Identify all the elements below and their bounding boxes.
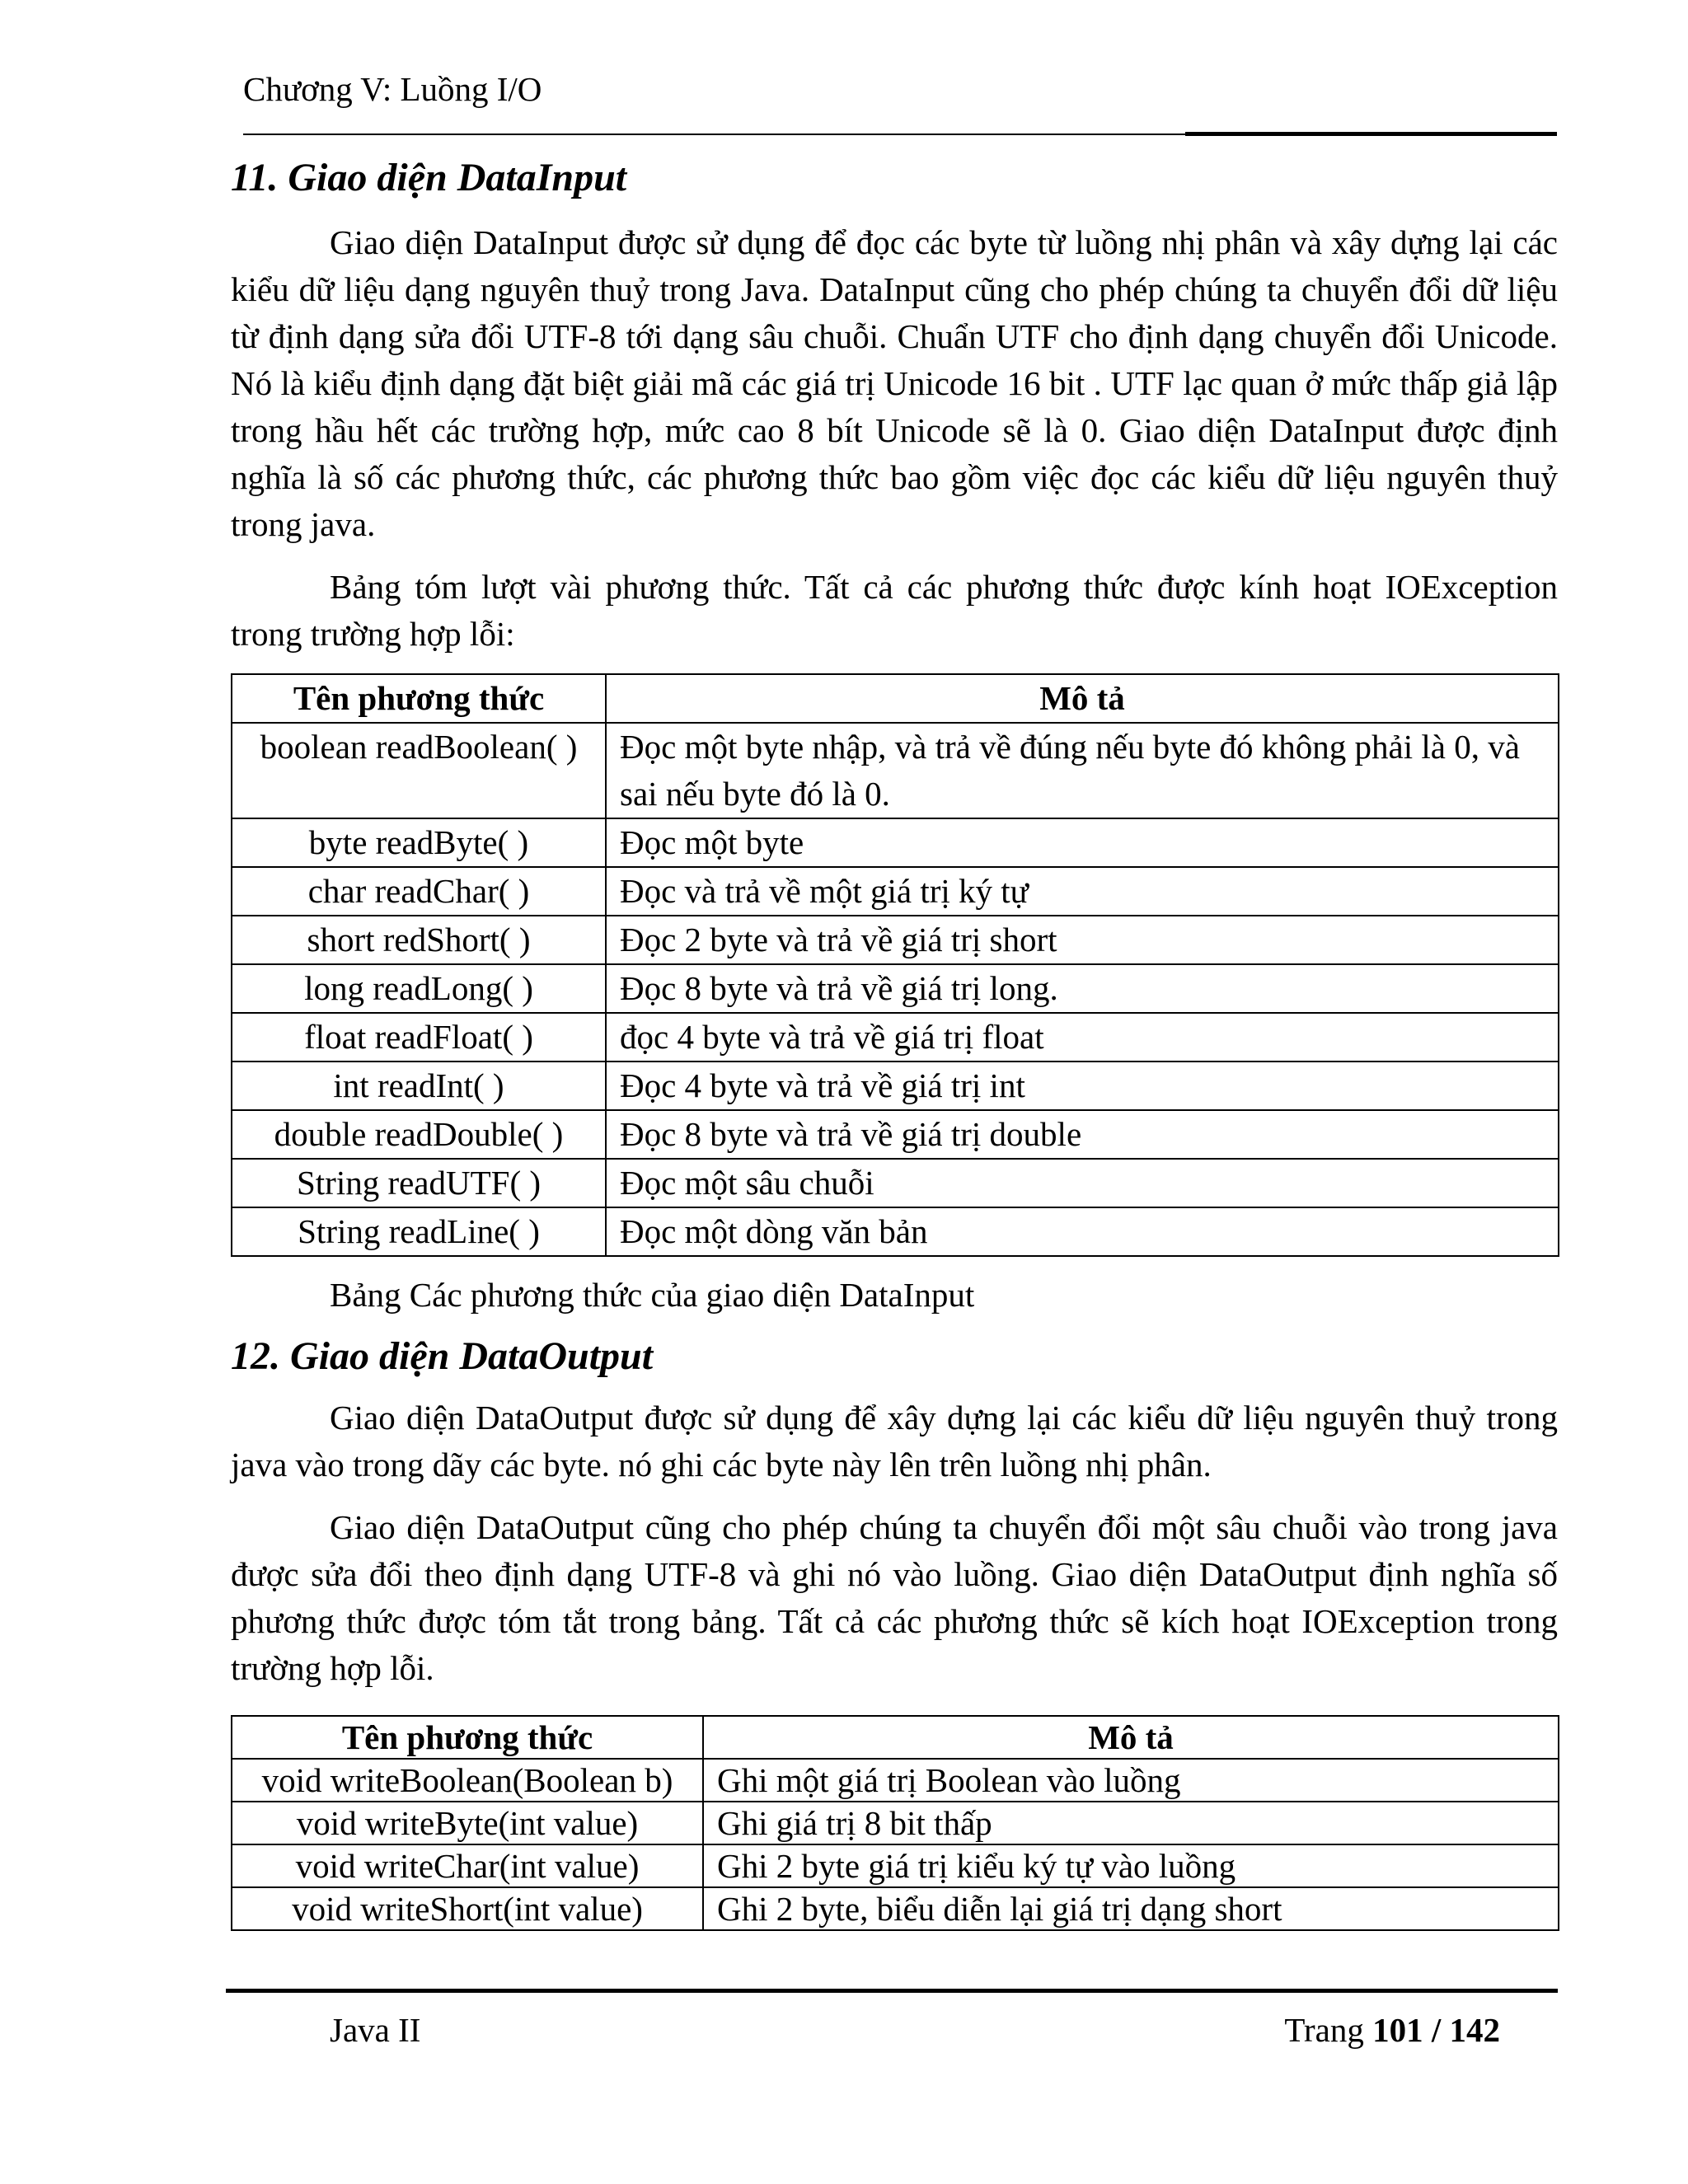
page-label: Trang — [1284, 2011, 1364, 2049]
table-row — [232, 1802, 1559, 1844]
method-description-cell: Đọc 4 byte và trả về giá trị int — [606, 1062, 1559, 1110]
table-caption: Bảng Các phương thức của giao diện DataInput — [330, 1276, 975, 1314]
method-name-cell: char readChar( ) — [232, 867, 606, 916]
table-row — [232, 1887, 1559, 1930]
table-row — [232, 1759, 1559, 1802]
method-name-cell: boolean readBoolean( ) — [232, 723, 606, 818]
method-name-cell: void writeBoolean(Boolean b) — [232, 1759, 703, 1802]
method-name-cell: byte readByte( ) — [232, 818, 606, 867]
dataoutput-methods-table — [231, 1715, 1559, 1931]
footer-course-name: Java II — [330, 2011, 421, 2049]
method-description-cell: Đọc 8 byte và trả về giá trị double — [606, 1110, 1559, 1159]
table-row — [232, 916, 1559, 964]
method-name-cell: double readDouble( ) — [232, 1110, 606, 1159]
method-description-cell: đọc 4 byte và trả về giá trị float — [606, 1013, 1559, 1062]
table-row — [232, 818, 1559, 867]
method-name-cell: short redShort( ) — [232, 916, 606, 964]
table-header-cell: Mô tả — [606, 674, 1559, 723]
footer-rule — [226, 1989, 1558, 1993]
method-name-cell: void writeByte(int value) — [232, 1802, 703, 1844]
method-description-cell: Đọc một sâu chuỗi — [606, 1159, 1559, 1207]
section-title-datainput: 11. Giao diện DataInput — [231, 156, 627, 199]
method-name-cell: String readLine( ) — [232, 1207, 606, 1256]
section-title-dataoutput: 12. Giao diện DataOutput — [231, 1334, 654, 1378]
table-row — [232, 1013, 1559, 1062]
page-total: 142 — [1449, 2011, 1500, 2049]
table-header-cell: Mô tả — [703, 1716, 1559, 1759]
page-header-title: Chương V: Luồng I/O — [243, 70, 542, 108]
method-description-cell: Đọc và trả về một giá trị ký tự — [606, 867, 1559, 916]
method-description-cell: Đọc 8 byte và trả về giá trị long. — [606, 964, 1559, 1013]
page-content — [231, 148, 1558, 1931]
table-header-row — [232, 1716, 1559, 1759]
method-description-cell: Ghi 2 byte, biểu diễn lại giá trị dạng short — [703, 1887, 1559, 1930]
table-header-row — [232, 674, 1559, 723]
method-name-cell: String readUTF( ) — [232, 1159, 606, 1207]
method-name-cell: void writeChar(int value) — [232, 1844, 703, 1887]
table-row — [232, 1159, 1559, 1207]
method-description-cell: Ghi giá trị 8 bit thấp — [703, 1802, 1559, 1844]
table-row — [232, 1110, 1559, 1159]
method-description-cell: Ghi một giá trị Boolean vào luồng — [703, 1759, 1559, 1802]
table-row — [232, 723, 1559, 818]
page-separator: / — [1431, 2011, 1442, 2049]
method-description-cell: Đọc một byte nhập, và trả về đúng nếu byte đó không phải là 0, và sai nếu byte đó là 0. — [606, 723, 1559, 818]
section-paragraph: Giao diện DataOutput được sử dụng để xây dựng lại các kiểu dữ liệu nguyên thuỷ trong java vào trong dãy các byte. nó ghi các byte này lên trên luồng nhị phân. — [231, 1399, 1558, 1483]
datainput-methods-table — [231, 673, 1559, 1257]
table-row — [232, 1844, 1559, 1887]
page-current: 101 — [1372, 2011, 1423, 2049]
section-paragraph: Giao diện DataOutput cũng cho phép chúng ta chuyển đổi một sâu chuỗi vào trong java được sửa đổi theo định dạng UTF-8 và ghi nó vào luồng. Giao diện DataOutput định nghĩa số phương thức được tóm tắt trong bảng. Tất cả các phương thức sẽ kích hoạt IOException trong trường hợp lỗi. — [231, 1508, 1558, 1687]
table-header-cell: Tên phương thức — [232, 674, 606, 723]
method-name-cell: void writeShort(int value) — [232, 1887, 703, 1930]
method-description-cell: Ghi 2 byte giá trị kiểu ký tự vào luồng — [703, 1844, 1559, 1887]
section-paragraph: Giao diện DataInput được sử dụng để đọc các byte từ luồng nhị phân và xây dựng lại các kiểu dữ liệu dạng nguyên thuỷ trong Java. DataInput cũng cho phép chúng ta chuyển đổi dữ liệu từ định dạng sửa đổi UTF-8 tới dạng sâu chuỗi. Chuẩn UTF cho định dạng chuyển đổi Unicode. Nó là kiểu định dạng đặt biệt giải mã các giá trị Unicode 16 bit . UTF lạc quan ở mức thấp giả lập trong hầu hết các trường hợp, mức cao 8 bít Unicode sẽ là 0. Giao diện DataInput được định nghĩa là số các phương thức, các phương thức bao gồm việc đọc các kiểu dữ liệu nguyên thuỷ trong java. — [231, 223, 1558, 543]
table-row — [232, 964, 1559, 1013]
method-name-cell: float readFloat( ) — [232, 1013, 606, 1062]
header-rule — [243, 134, 1191, 135]
method-name-cell: long readLong( ) — [232, 964, 606, 1013]
table-row — [232, 867, 1559, 916]
method-description-cell: Đọc một dòng văn bản — [606, 1207, 1559, 1256]
method-name-cell: int readInt( ) — [232, 1062, 606, 1110]
method-description-cell: Đọc một byte — [606, 818, 1559, 867]
method-description-cell: Đọc 2 byte và trả về giá trị short — [606, 916, 1559, 964]
table-row — [232, 1062, 1559, 1110]
section-paragraph: Bảng tóm lượt vài phương thức. Tất cả các phương thức được kính hoạt IOException trong trường hợp lỗi: — [231, 568, 1558, 653]
header-rule-accent — [1185, 132, 1557, 136]
footer-page-number — [1284, 2009, 1500, 2050]
table-row — [232, 1207, 1559, 1256]
table-header-cell: Tên phương thức — [232, 1716, 703, 1759]
